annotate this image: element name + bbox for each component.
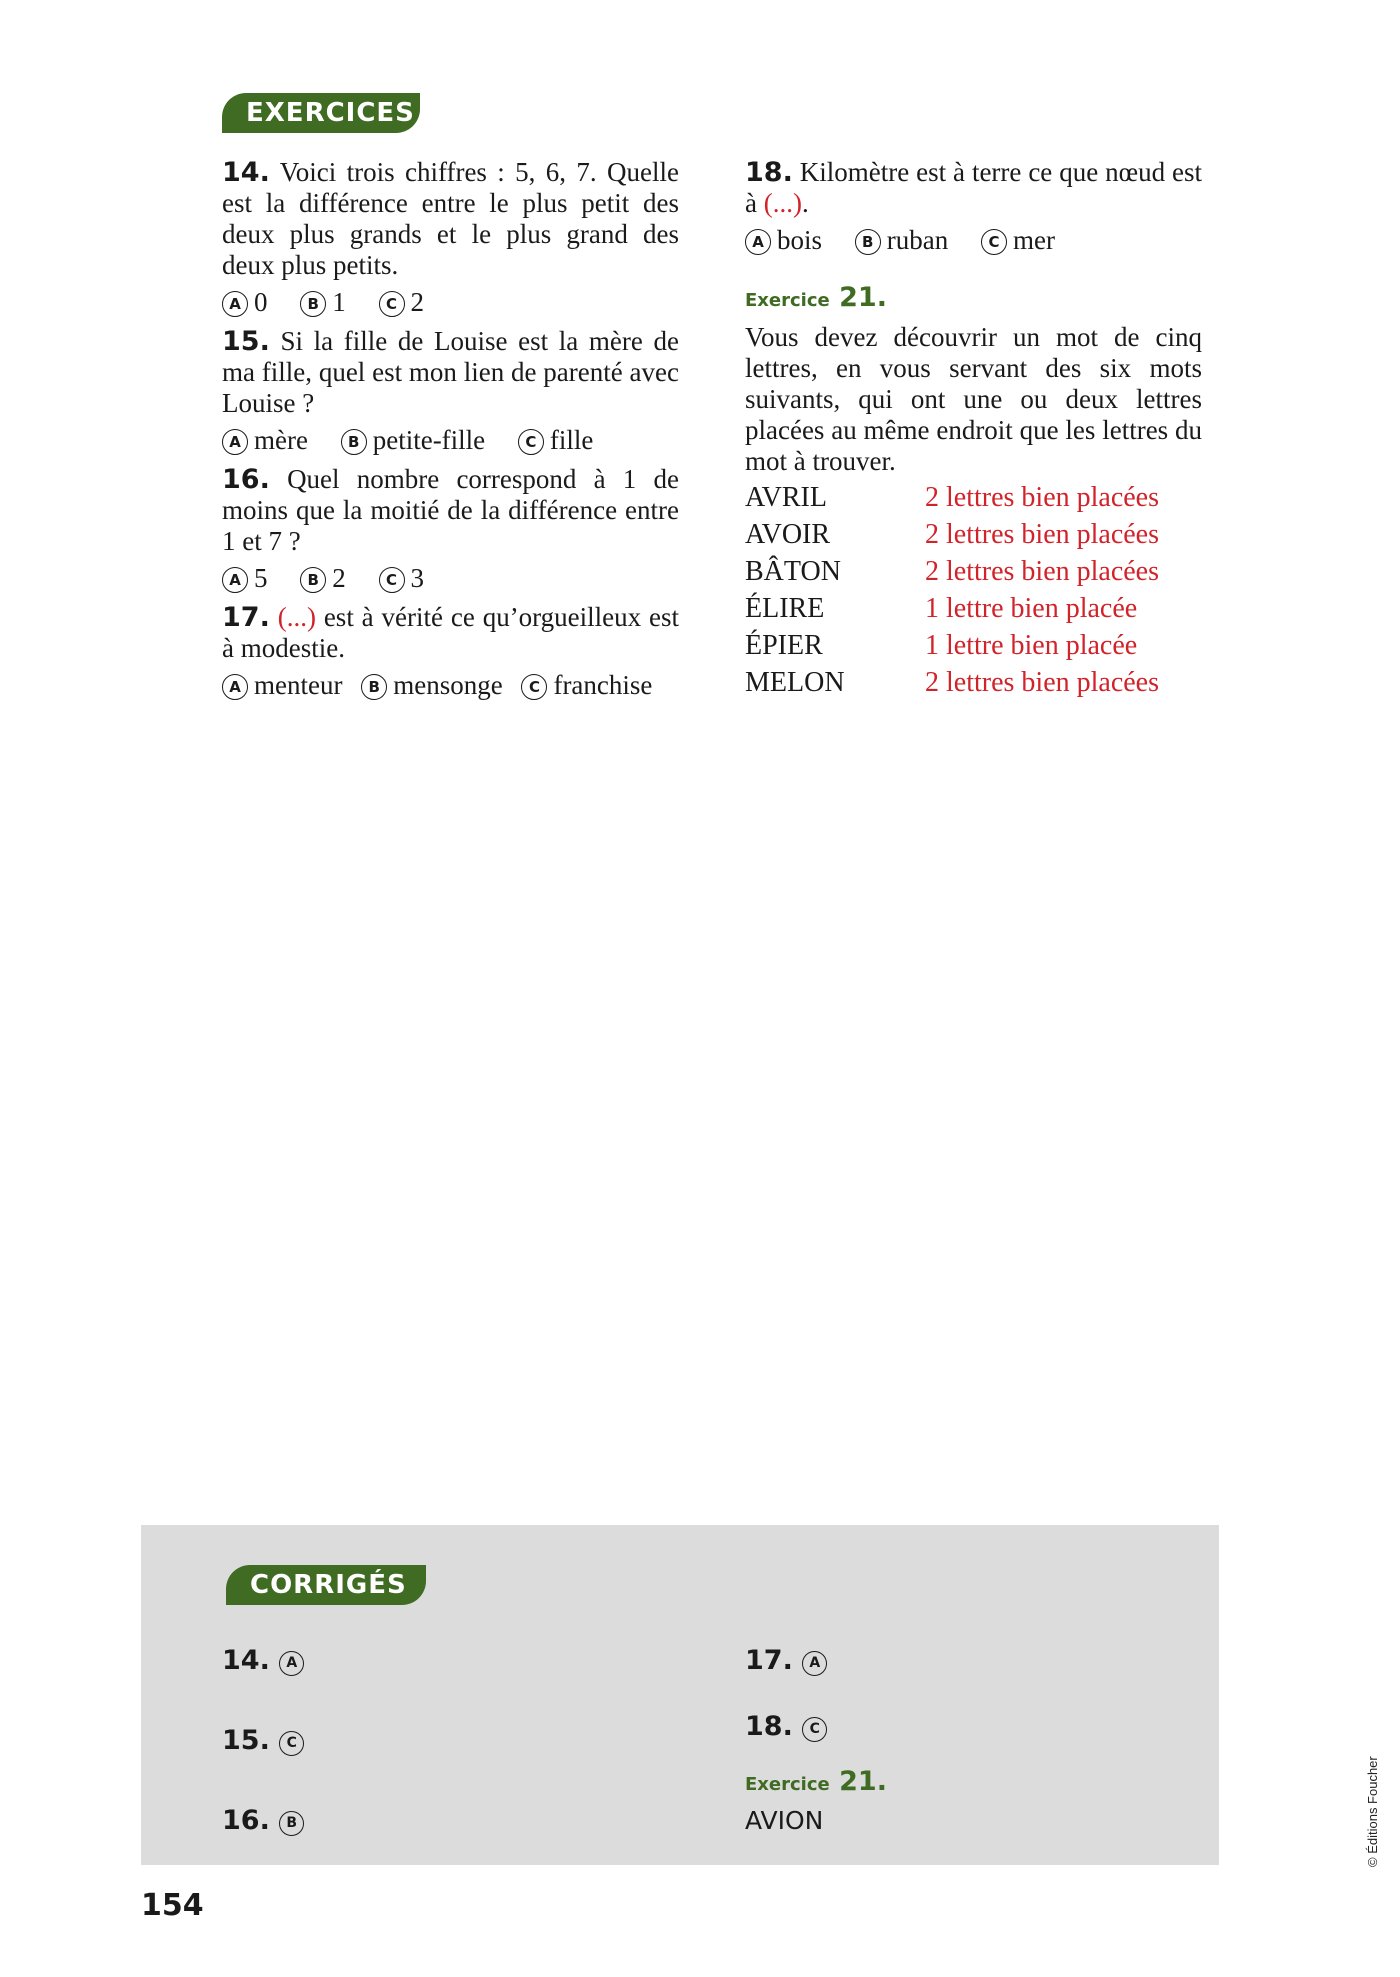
answer-exercise-21: AVION — [745, 1806, 824, 1835]
option-text: franchise — [553, 670, 653, 700]
question-text: Quel nombre correspond à 1 de moins que la moitié de la différence entre 1 et 7 ? — [222, 464, 680, 556]
exercise-21-intro: Vous devez découvrir un mot de cinq lettres, en vous servant des six mots suivants, qui ont une ou deux lettres placées au même endroit que les lettres du mot à trouver. — [745, 322, 1202, 476]
answer-17 — [745, 1645, 833, 1676]
word-list — [745, 479, 1159, 701]
answer-number: 14. — [222, 1645, 270, 1676]
list-item — [745, 516, 1159, 553]
option-text: 3 — [410, 563, 424, 593]
option-text: ruban — [886, 225, 949, 255]
question-number: 16. — [222, 464, 270, 495]
option-letter-a: A — [222, 567, 248, 593]
answer-number: 17. — [745, 1645, 793, 1676]
right-column — [745, 157, 1202, 701]
answer-15 — [222, 1725, 310, 1756]
answer-18 — [745, 1711, 833, 1742]
option-text: bois — [777, 225, 823, 255]
left-column — [222, 157, 679, 709]
answer-letter: C — [802, 1717, 827, 1742]
option-text: mère — [254, 425, 308, 455]
option-letter-c: C — [379, 291, 405, 317]
option-text: 5 — [254, 563, 268, 593]
list-item — [745, 627, 1159, 664]
option-letter-c: C — [521, 674, 547, 700]
option-letter-a: A — [222, 674, 248, 700]
option-text: mer — [1013, 225, 1055, 255]
question-end: . — [801, 188, 809, 218]
answer-exercise-21-title — [745, 1766, 887, 1797]
list-item — [745, 664, 1159, 701]
answer-letter: A — [802, 1651, 827, 1676]
option-letter-b: B — [300, 567, 326, 593]
answer-number: 15. — [222, 1725, 270, 1756]
word: ÉLIRE — [745, 593, 825, 624]
option-text: petite-fille — [372, 425, 486, 455]
exercise-label: Exercice — [745, 290, 830, 311]
option-text: menteur — [254, 670, 343, 700]
question-15 — [222, 326, 679, 456]
question-number: 14. — [222, 157, 270, 188]
word: AVOIR — [745, 519, 831, 550]
word-hint: 2 lettres bien placées — [925, 667, 1160, 698]
answer-14 — [222, 1645, 310, 1676]
option-letter-b: B — [361, 674, 387, 700]
option-letter-c: C — [981, 229, 1007, 255]
options-16 — [222, 563, 679, 594]
exercise-21-title — [745, 282, 1202, 316]
answer-letter: C — [279, 1731, 304, 1756]
question-number: 15. — [222, 326, 270, 357]
option-letter-c: C — [518, 429, 544, 455]
word: BÂTON — [745, 556, 841, 587]
option-letter-c: C — [379, 567, 405, 593]
question-17 — [222, 602, 679, 701]
word-hint: 2 lettres bien placées — [925, 519, 1160, 550]
answer-letter: A — [279, 1651, 304, 1676]
option-text: fille — [549, 425, 594, 455]
copyright-notice: © Éditions Foucher — [1365, 1756, 1380, 1867]
word-hint: 1 lettre bien placée — [925, 593, 1138, 624]
answer-16 — [222, 1805, 310, 1836]
option-letter-a: A — [222, 291, 248, 317]
option-letter-b: B — [341, 429, 367, 455]
option-letter-b: B — [855, 229, 881, 255]
options-18 — [745, 225, 1202, 256]
option-text: mensonge — [393, 670, 503, 700]
list-item — [745, 479, 1159, 516]
answer-number: 16. — [222, 1805, 270, 1836]
option-text: 2 — [332, 563, 346, 593]
answer-number: 18. — [745, 1711, 793, 1742]
list-item — [745, 590, 1159, 627]
exercise-label: Exercice — [745, 1774, 830, 1795]
option-text: 1 — [332, 287, 346, 317]
word: ÉPIER — [745, 630, 823, 661]
question-16 — [222, 464, 679, 594]
question-number: 18. — [745, 157, 793, 188]
word-hint: 2 lettres bien placées — [925, 556, 1160, 587]
question-text: est à vérité ce qu’orgueilleux est à modestie. — [222, 602, 680, 663]
options-17 — [222, 670, 679, 701]
exercise-number: 21. — [839, 282, 887, 313]
option-letter-a: A — [222, 429, 248, 455]
options-14 — [222, 287, 679, 318]
word: AVRIL — [745, 482, 827, 513]
option-text: 0 — [254, 287, 268, 317]
question-text: Voici trois chiffres : 5, 6, 7. Quelle est la différence entre le plus petit des deux plus grands et le plus grand des deux plus petits. — [222, 157, 679, 280]
word-hint: 2 lettres bien placées — [925, 482, 1160, 513]
question-14 — [222, 157, 679, 318]
exercise-number: 21. — [839, 1766, 887, 1797]
option-letter-a: A — [745, 229, 771, 255]
question-text: Kilomètre est à terre ce que nœud est à — [745, 157, 1202, 218]
section-title-exercices: EXERCICES — [222, 93, 420, 133]
list-item — [745, 553, 1159, 590]
option-letter-b: B — [300, 291, 326, 317]
blank-marker: (...) — [763, 188, 802, 218]
option-text: 2 — [410, 287, 424, 317]
exercise-21 — [745, 282, 1202, 701]
question-18 — [745, 157, 1202, 256]
blank-marker: (...) — [277, 602, 316, 632]
word: MELON — [745, 667, 845, 698]
question-text: Si la fille de Louise est la mère de ma fille, quel est mon lien de parenté avec Louise ? — [222, 326, 680, 418]
word-hint: 1 lettre bien placée — [925, 630, 1138, 661]
options-15 — [222, 425, 679, 456]
page-number: 154 — [141, 1888, 204, 1923]
answer-letter: B — [279, 1811, 304, 1836]
question-number: 17. — [222, 602, 270, 633]
section-title-corriges: CORRIGÉS — [226, 1565, 426, 1605]
